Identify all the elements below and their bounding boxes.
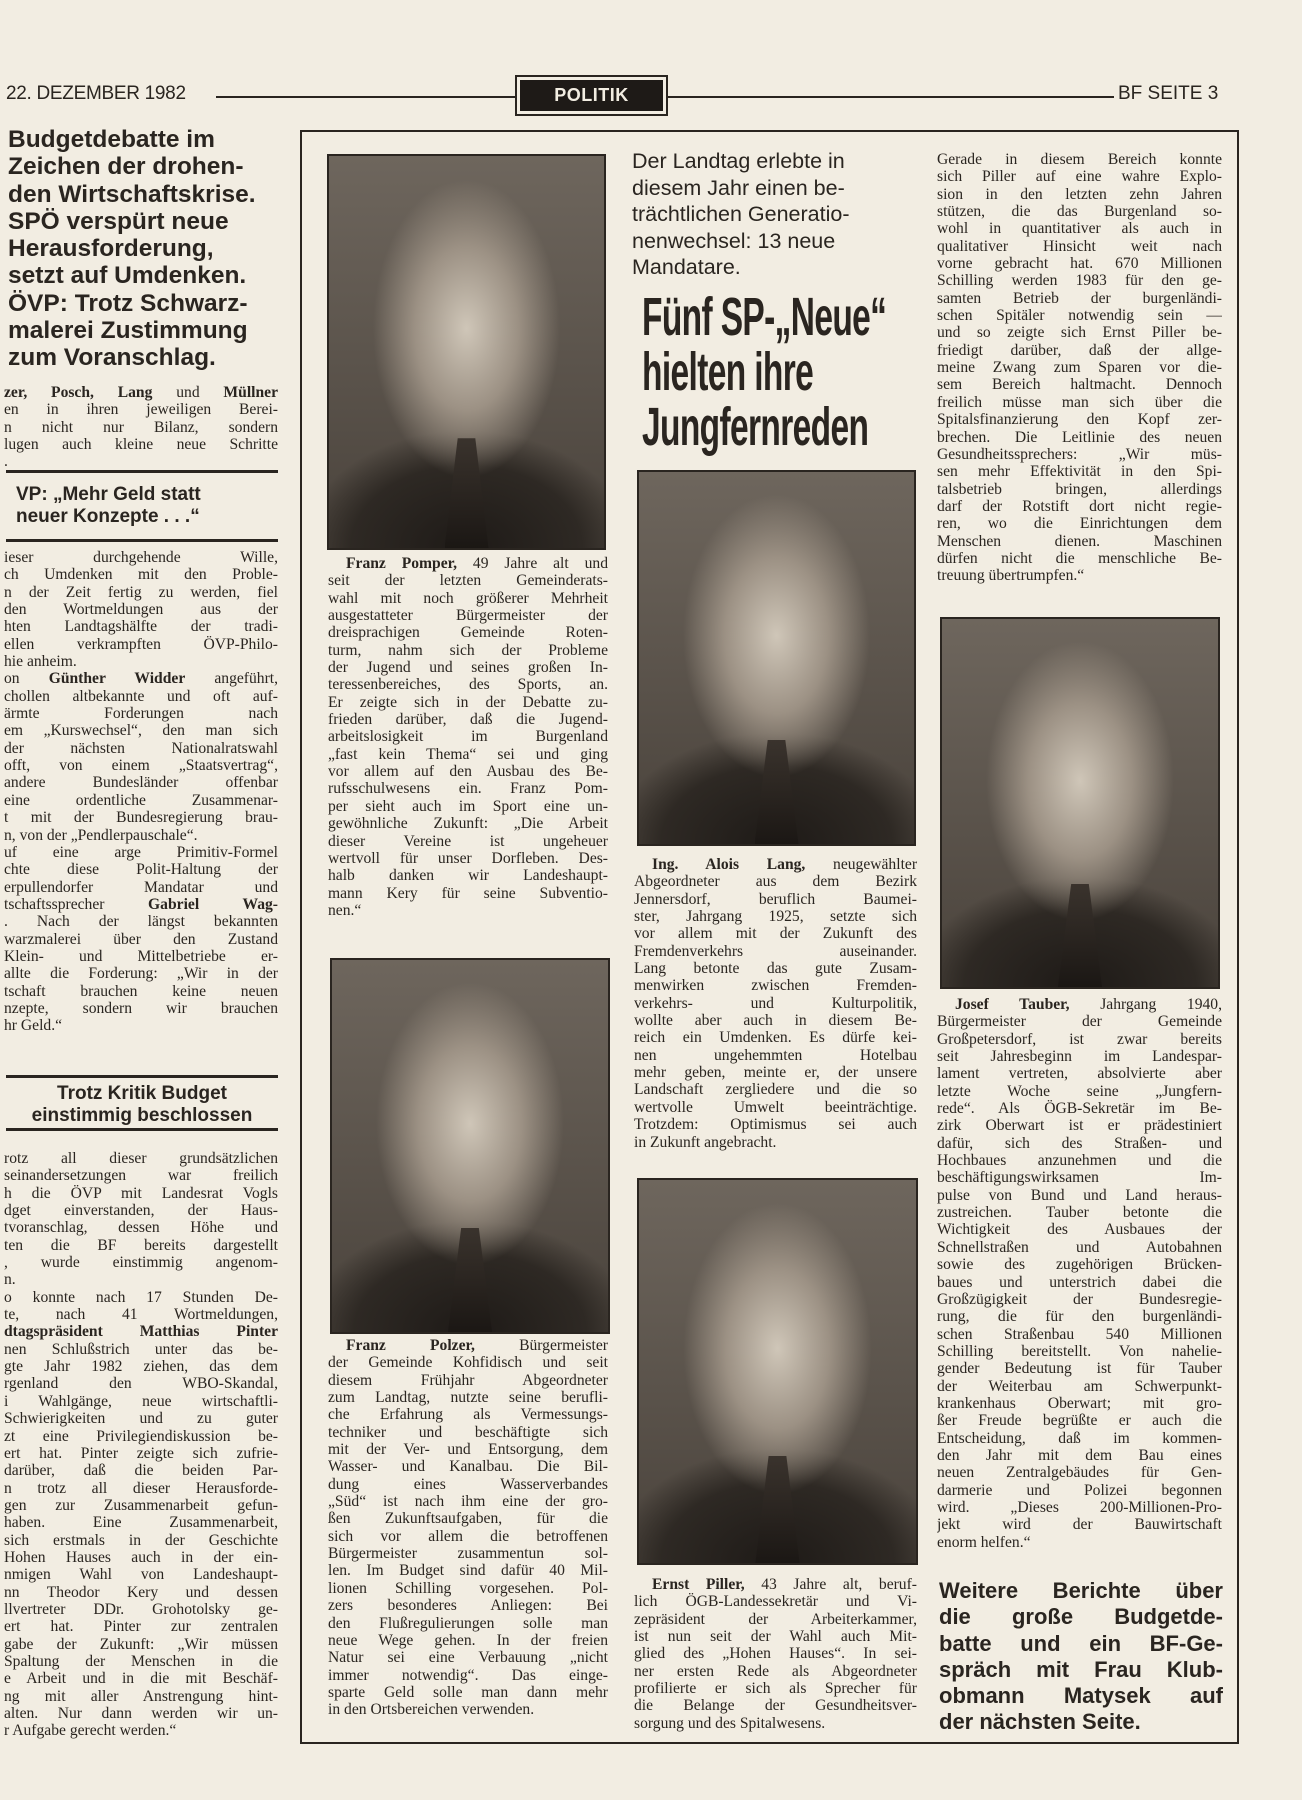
text-line: der Gemeinde Kohfidisch und seit: [328, 1354, 608, 1372]
text-line: uf eine arge Primitiv-Formel: [4, 843, 278, 861]
text-line: Lang betonte das gute Zusam-: [634, 960, 917, 978]
photo-alois-lang: [637, 470, 916, 846]
text-line: rgenland den WBO-Skandal,: [4, 1375, 278, 1393]
subheading-budget: [6, 1083, 278, 1127]
text-line: und so zeigte sich Ernst Piller be-: [937, 324, 1222, 342]
text-line: Franz Polzer, Bürgermeister: [346, 1337, 608, 1354]
text-line: n der Zeit fertig zu werden, fiel: [4, 583, 278, 601]
text-line: ster, Jahrgang 1925, setzte sich: [634, 908, 917, 926]
text-line: gte Jahr 1982 ziehen, das dem: [4, 1358, 278, 1376]
text-line: ärmte Forderungen nach: [4, 705, 278, 723]
text-line: die Belange der Gesundheitsver-: [634, 1697, 917, 1715]
text-line: zum Landtag, nutzte seine berufli-: [328, 1389, 608, 1407]
text-line: en in ihren jeweiligen Berei-: [4, 401, 278, 419]
text-line: wohl in quantitativer als auch in: [937, 220, 1222, 238]
text-line: ert hat. Pinter zur zentralen: [4, 1618, 278, 1636]
text-line: der nächsten Seite.: [939, 1709, 1141, 1735]
text-line: vor allem mit der Zukunft des: [634, 925, 917, 943]
text-line: ren, wo die Einrichtungen dem: [937, 515, 1222, 533]
text-line: rede“. Als ÖGB-Sekretär im Be-: [937, 1100, 1222, 1118]
text-line: neue Wege gehen. In der freien: [328, 1631, 608, 1649]
text-line: darüber, daß die beiden Par-: [4, 1462, 278, 1480]
text-line: sich Piller auf eine wahre Explo-: [937, 168, 1222, 186]
text-line: n.: [4, 1271, 16, 1289]
text-line: die große Budgetde-: [939, 1604, 1223, 1630]
text-line: ßer Freude begrüßte er auch die: [937, 1412, 1222, 1430]
text-line: krankenhaus Oberwart; mit gro-: [937, 1394, 1222, 1412]
article-body-budget: [4, 1150, 278, 1740]
text-line: tschaftssprecher Gabriel Wag-: [4, 895, 278, 913]
bold-name: zer, Posch, Lang: [4, 384, 153, 401]
text-line: sorgung und des Spitalwesens.: [634, 1714, 826, 1732]
text-line: Spaltung der Menschen in die: [4, 1652, 278, 1670]
text-line: Bürgermeister der Gemeinde: [937, 1013, 1222, 1031]
text-line: immer notwendig“. Das einge-: [328, 1666, 608, 1684]
text-line: nzepte, sondern wir brauchen: [4, 999, 278, 1017]
text-line: „Süd“ ist nach ihm eine der gro-: [328, 1493, 608, 1511]
bold-name: Franz Polzer,: [346, 1337, 475, 1354]
text-line: Klein- und Mittelbetriebe er-: [4, 947, 278, 965]
headline-line: Herausforderung,: [8, 235, 214, 263]
text-line: „fast kein Thema“ sei und ging: [328, 745, 608, 763]
text-line: e Arbeit und in die mit Beschäf-: [4, 1670, 278, 1688]
text-line: gen zur Zusammenarbeit gefun-: [4, 1496, 278, 1514]
headline-line: Zeichen der drohen-: [8, 153, 244, 181]
bold-name: Franz Pomper,: [346, 555, 458, 572]
text-line: Ernst Piller, 43 Jahre alt, beruf-: [652, 1576, 917, 1593]
text-line: i Wahlgänge, neue wirtschaftli-: [4, 1392, 278, 1410]
headline-line: malerei Zustimmung: [8, 317, 248, 345]
divider: [6, 1075, 278, 1078]
text-line: rung, die für den burgenländi-: [937, 1308, 1222, 1326]
text-line: Schilling bereitstellt. Von nahelie-: [937, 1342, 1222, 1360]
headline-line: diesem Jahr einen be-: [632, 175, 845, 200]
bold-name: Gabriel Wag-: [148, 895, 278, 913]
text-line: erpullendorfer Mandatar und: [4, 878, 278, 896]
text-line: Menschen dienen. Maschinen: [937, 532, 1222, 550]
text-line: enorm helfen.“: [937, 1533, 1031, 1551]
text-line: Hohen Hauses auch in der ein-: [4, 1548, 278, 1566]
text-line: Spitalsfinanzierung den Kopf zer-: [937, 411, 1222, 429]
text-line: nen.“: [328, 901, 362, 919]
text-line: sich erstmals in der Geschichte: [4, 1531, 278, 1549]
text-line: dieser Vereine ist ungeheuer: [328, 832, 608, 850]
text-line: stützen, die das Burgenland so-: [937, 203, 1222, 221]
text-line: talsbetrieb bringen, allerdings: [937, 480, 1222, 498]
subheading-oevp: [16, 484, 278, 528]
text-line: Fremdenverkehrs auseinander.: [634, 942, 917, 960]
text-line: treuung übertrumpfen.“: [937, 567, 1085, 585]
text-line: techniker und beschäftigte sich: [328, 1423, 608, 1441]
text-line: andere Bundesländer offenbar: [4, 774, 278, 792]
text-line: jekt wird der Bauwirtschaft: [937, 1516, 1222, 1534]
text-line: dget einverstanden, der Haus-: [4, 1202, 278, 1220]
text-line: Abgeordneter aus dem Bezirk: [634, 873, 917, 891]
text-line: warzmalerei über den Zustand: [4, 930, 278, 948]
bold-name: dtagspräsident Matthias Pinter: [4, 1323, 278, 1341]
text-line: dafür, sich des Straßen- und: [937, 1134, 1222, 1152]
text-line: friedigt darüber, daß der allge-: [937, 341, 1222, 359]
bold-name: Ernst Piller,: [652, 1576, 745, 1593]
text-line: Gerade in diesem Bereich konnte: [937, 151, 1222, 168]
section-label-text: POLITIK: [520, 80, 663, 111]
text-line: Gesundheitssprechers: „Wir müs-: [937, 445, 1222, 463]
caption-franz-pomper: [328, 555, 608, 919]
text-line: arbeitslosigkeit im Burgenland: [328, 728, 608, 746]
text-line: Landschaft zergliedere und die so: [634, 1081, 917, 1099]
text-line: te, nach 41 Wortmeldungen,: [4, 1306, 278, 1324]
caption-ernst-piller: [634, 1576, 917, 1732]
text-line: freilich müsse man sich über die: [937, 393, 1222, 411]
divider: [6, 470, 278, 473]
text-line: Josef Tauber, Jahrgang 1940,: [955, 996, 1222, 1013]
text-line: mehr geben, meinte er, der unsere: [634, 1064, 917, 1082]
text-line: haben. Eine Zusammenarbeit,: [4, 1514, 278, 1532]
lead-intro: [4, 384, 278, 471]
text-line: lionen Schilling vorgesehen. Pol-: [328, 1579, 608, 1597]
text-line: sen mehr Effektivität in den Spi-: [937, 463, 1222, 481]
text-line: wahl mit noch größerer Mehrheit: [328, 589, 608, 607]
bold-name: Ing. Alois Lang,: [652, 856, 806, 873]
headline-line: Fünf SP-„Neue“: [642, 287, 887, 347]
text-line: . Nach der längst bekannten: [4, 913, 278, 931]
headline-line: zum Voranschlag.: [8, 344, 216, 372]
text-line: brechen. Die Leitlinie des neuen: [937, 428, 1222, 446]
photo-josef-tauber: [940, 617, 1220, 989]
photo-ernst-piller: [637, 1178, 918, 1565]
text-line: sparte Geld solle man dann mehr: [328, 1683, 608, 1701]
headline-line: Jungfernreden: [642, 397, 869, 457]
text-line: nmigen Wahl von Landeshaupt-: [4, 1566, 278, 1584]
text-line: dreisprachigen Gemeinde Roten-: [328, 624, 608, 642]
page-number: BF SEITE 3: [1118, 83, 1219, 104]
text-line: zepräsident der Arbeiterkammer,: [634, 1610, 917, 1628]
text-line: Jennersdorf, beruflich Baumei-: [634, 890, 917, 908]
text-line: teressenbereiches, des Sports, an.: [328, 676, 608, 694]
bold-name: Josef Tauber,: [955, 996, 1070, 1013]
text-line: [4, 1323, 278, 1340]
headline-line: einstimmig beschlossen: [31, 1105, 253, 1126]
text-line: Hochbaues anzunehmen und die: [937, 1152, 1222, 1170]
headline-line: ÖVP: Trotz Schwarz-: [8, 289, 248, 317]
text-line: pulse von Bund und Land heraus-: [937, 1186, 1222, 1204]
bold-name: Günther Widder: [48, 670, 186, 688]
text-line: glied des „Hohen Hauses“. In sei-: [634, 1645, 917, 1663]
text-line: wollte aber auch in diesem Be-: [634, 1012, 917, 1030]
text-line: schen Straßenbau 540 Millionen: [937, 1325, 1222, 1343]
text-line: per sieht auch im Sport eine un-: [328, 797, 608, 815]
text-line: on Günther Widder angeführt,: [4, 670, 278, 688]
text-line: n nicht nur Bilanz, sondern: [4, 418, 278, 436]
text-line: turm, nahm sich der Probleme: [328, 641, 608, 659]
text-line: Wichtigkeit des Ausbaues der: [937, 1221, 1222, 1239]
text-line: rufsschulwesens ein. Franz Pom-: [328, 780, 608, 798]
text-line: dung eines Wasserverbandes: [328, 1475, 608, 1493]
text-line: Schwierigkeiten und zu guter: [4, 1410, 278, 1428]
text-line: ner ersten Rede als Abgeordneter: [634, 1662, 917, 1680]
text-line: chte diese Polit-Haltung der: [4, 861, 278, 879]
text-line: ieser durchgehende Wille,: [4, 549, 278, 566]
text-line: profilierte er sich als Sprecher für: [634, 1680, 917, 1698]
text-line: chollen altbekannte und oft auf-: [4, 687, 278, 705]
text-line: sion in den letzten zehn Jahren: [937, 185, 1222, 203]
text-line: nen Schlußstrich unter das be-: [4, 1340, 278, 1358]
text-line: sowie des zugehörigen Brücken-: [937, 1256, 1222, 1274]
text-line: den Wortmeldungen aus der: [4, 601, 278, 619]
text-line: Großzügigkeit der Bundesregie-: [937, 1290, 1222, 1308]
section-label: [515, 75, 668, 116]
headline-line: neuer Konzepte . . .“: [16, 506, 200, 527]
text-line: h die ÖVP mit Landesrat Vogls: [4, 1184, 278, 1202]
headline-line: hielten ihre: [642, 342, 814, 402]
text-line: Großpetersdorf, ist zwar bereits: [937, 1030, 1222, 1048]
headline-line: Trotz Kritik Budget: [57, 1083, 227, 1104]
headline-line: nenwechsel: 13 neue: [632, 228, 836, 253]
text-line: hr Geld.“: [4, 1017, 63, 1035]
text-line: nn Theodor Kery und dessen: [4, 1583, 278, 1601]
text-line: reich ein Umdenken. Es dürfe kei-: [634, 1029, 917, 1047]
caption-franz-polzer: [328, 1337, 608, 1719]
text-line: darmerie und Polizei begonnen: [937, 1481, 1222, 1499]
text-line: lich ÖGB-Landessekretär und Vi-: [634, 1593, 917, 1611]
text-line: sich vor allem die betroffenen: [328, 1527, 608, 1545]
article-intro: [632, 148, 916, 281]
text-line: wird. „Dieses 200-Millionen-Pro-: [937, 1498, 1222, 1516]
text-line: zustreichen. Tauber betonte die: [937, 1204, 1222, 1222]
text-line: , wurde einstimmig angenom-: [4, 1254, 278, 1272]
caption-josef-tauber: [937, 996, 1222, 1551]
text-line: seinandersetzungen war freilich: [4, 1167, 278, 1185]
text-line: verkehrs- und Kulturpolitik,: [634, 994, 917, 1012]
text-line: darf der Rotstift dort nicht regie-: [937, 497, 1222, 515]
text-line: vor allem auf den Ausbau des Be-: [328, 763, 608, 781]
text-line: zers besonderes Anliegen: Bei: [328, 1597, 608, 1615]
text-line: zer, Posch, Lang und Müllner: [4, 384, 278, 401]
divider: [6, 1128, 278, 1131]
text-line: mann Kery für seine Subventio-: [328, 884, 608, 902]
text-line: alten. Nur dann werden wir un-: [4, 1705, 278, 1722]
text-line: menwirken zwischen Fremden-: [634, 977, 917, 995]
text-line: Ing. Alois Lang, neugewählter: [652, 856, 917, 873]
article-body-piller: [937, 151, 1222, 585]
text-line: in den Ortsbereichen verwenden.: [328, 1701, 535, 1719]
text-line: llvertreter DDr. Grohotolsky ge-: [4, 1600, 278, 1618]
text-line: ert hat. Pinter zeigte sich zufrie-: [4, 1444, 278, 1462]
text-line: tvoranschlag, dessen Höhe und: [4, 1219, 278, 1237]
headline-line: setzt auf Umdenken.: [8, 262, 247, 290]
text-line: Weitere Berichte über: [939, 1578, 1223, 1603]
text-line: neuen Zentralgebäudes für Gen-: [937, 1464, 1222, 1482]
text-line: .: [4, 453, 8, 471]
text-line: seit Jahresbeginn im Landespar-: [937, 1048, 1222, 1066]
text-line: eine ordentliche Zusammenar-: [4, 791, 278, 809]
text-line: lugen auch kleine neue Schritte: [4, 436, 278, 454]
text-line: ng mit aller Anstrengung hint-: [4, 1687, 278, 1705]
bold-name: Müllner: [223, 384, 278, 401]
divider: [6, 539, 278, 542]
text-line: Schilling werden 1983 für den ge-: [937, 272, 1222, 290]
text-line: meine Zwang zum Sparen vor die-: [937, 359, 1222, 377]
article-headline: [642, 287, 887, 457]
text-line: letzte Woche seine „Jungfern-: [937, 1082, 1222, 1100]
text-line: seit der letzten Gemeinderats-: [328, 572, 608, 590]
text-line: allte die Forderung: „Wir in der: [4, 965, 278, 983]
text-line: t mit der Bundesregierung brau-: [4, 809, 278, 827]
text-line: ßen Zukunftsaufgaben, für die: [328, 1510, 608, 1528]
text-line: len. Im Budget sind dafür 40 Mil-: [328, 1562, 608, 1580]
text-line: offt, von einem „Staatsvertrag“,: [4, 757, 278, 775]
text-line: ist nun seit der Wahl auch Mit-: [634, 1628, 917, 1646]
text-line: frieden darüber, daß die Jugend-: [328, 711, 608, 729]
text-line: qualitativer Hinsicht weit nach: [937, 237, 1222, 255]
text-line: r Aufgabe gerecht werden.“: [4, 1722, 177, 1740]
headline-line: Der Landtag erlebte in: [632, 149, 845, 173]
lead-headline: [8, 126, 283, 372]
text-line: sem Bereich haltmacht. Dennoch: [937, 376, 1222, 394]
headline-line: Budgetdebatte im: [8, 126, 215, 153]
article-body-oevp: [4, 549, 278, 1035]
text-line: Er zeigte sich in der Debatte zu-: [328, 693, 608, 711]
text-line: den Flußregulierungen solle man: [328, 1614, 608, 1632]
text-line: n trotz all dieser Herausforde-: [4, 1479, 278, 1497]
headline-line: VP: „Mehr Geld statt: [16, 484, 201, 505]
text-line: vorne gebracht hat. 670 Millionen: [937, 255, 1222, 273]
text-line: batte und ein BF-Ge-: [939, 1630, 1223, 1656]
text-line: dürfen nicht die menschliche Be-: [937, 549, 1222, 567]
text-line: der nächsten Nationalratswahl: [4, 739, 278, 757]
photo-franz-polzer: [330, 958, 610, 1334]
text-line: nen ungehemmten Hotelbau: [634, 1046, 917, 1064]
text-line: lament vertreten, absolvierte aber: [937, 1065, 1222, 1083]
text-line: Trotzdem: Optimismus sei auch: [634, 1116, 917, 1134]
text-line: zirk Oberwart ist er prädestiniert: [937, 1117, 1222, 1135]
text-line: Franz Pomper, 49 Jahre alt und: [346, 555, 608, 572]
caption-alois-lang: [634, 856, 917, 1151]
text-line: der Jugend und seines großen In-: [328, 659, 608, 677]
text-line: den Jahr mit dem Bau eines: [937, 1446, 1222, 1464]
text-line: n, von der „Pendlerpauschale“.: [4, 826, 198, 844]
text-line: o konnte nach 17 Stunden De-: [4, 1288, 278, 1306]
text-line: Bürgermeister zusammentun sol-: [328, 1545, 608, 1563]
text-line: hten Landtagshälfte der tradi-: [4, 618, 278, 636]
text-line: em „Kurswechsel“, den man sich: [4, 722, 278, 740]
header-rule: [216, 96, 515, 98]
text-line: ch Umdenken mit den Proble-: [4, 566, 278, 584]
continued-notice: [939, 1578, 1223, 1736]
headline-line: Mandatare.: [632, 255, 741, 279]
text-line: wertvolle Umwelt beeinträchtige.: [634, 1098, 917, 1116]
text-line: Entscheidung, daß im kommen-: [937, 1429, 1222, 1447]
text-line: rotz all dieser grundsätzlichen: [4, 1150, 278, 1167]
text-line: mit der Ver- und Entsorgung, dem: [328, 1441, 608, 1459]
text-line: ausgestatteter Bürgermeister der: [328, 607, 608, 625]
issue-date: 22. DEZEMBER 1982: [6, 83, 186, 104]
text-line: halb danken wir Landeshaupt-: [328, 867, 608, 885]
text-line: gewöhnliche Zukunft: „Die Arbeit: [328, 815, 608, 833]
text-line: gabe der Zukunft: „Wir müssen: [4, 1635, 278, 1653]
text-line: Natur sei eine Verbauung „nicht: [328, 1649, 608, 1667]
photo-franz-pomper: [327, 154, 606, 550]
text-line: Wasser- und Kanalbau. Die Bil-: [328, 1458, 608, 1476]
text-line: samten Betrieb der burgenländi-: [937, 289, 1222, 307]
text-line: che Erfahrung als Vermessungs-: [328, 1406, 608, 1424]
text-line: in Zukunft angebracht.: [634, 1133, 777, 1151]
text-line: der Weiterbau am Schwerpunkt-: [937, 1377, 1222, 1395]
text-line: diesem Frühjahr Abgeordneter: [328, 1371, 608, 1389]
text-line: beschäftigungswirksamen Im-: [937, 1169, 1222, 1187]
text-line: ten die BF bereits dargestellt: [4, 1236, 278, 1254]
text-line: tschaft brauchen keine neuen: [4, 982, 278, 1000]
text-line: zt eine Privilegiendiskussion be-: [4, 1427, 278, 1445]
text-line: spräch mit Frau Klub-: [939, 1656, 1223, 1682]
text-line: hie anheim.: [4, 653, 77, 671]
text-line: gender Bedeutung ist für Tauber: [937, 1360, 1222, 1378]
text-line: baues und unterstrich dabei die: [937, 1273, 1222, 1291]
text-line: ellen verkrampften ÖVP-Philo-: [4, 635, 278, 653]
headline-line: SPÖ verspürt neue: [8, 207, 229, 235]
header-rule: [668, 96, 1114, 98]
headline-line: trächtlichen Generatio-: [632, 202, 850, 226]
headline-line: den Wirtschaftskrise.: [8, 180, 256, 208]
text-line: Schnellstraßen und Autobahnen: [937, 1238, 1222, 1256]
text-line: wertvoll für unser Dorfleben. Des-: [328, 849, 608, 867]
text-line: schen Spitäler notwendig sein —: [937, 307, 1222, 325]
text-line: obmann Matysek auf: [939, 1683, 1223, 1709]
